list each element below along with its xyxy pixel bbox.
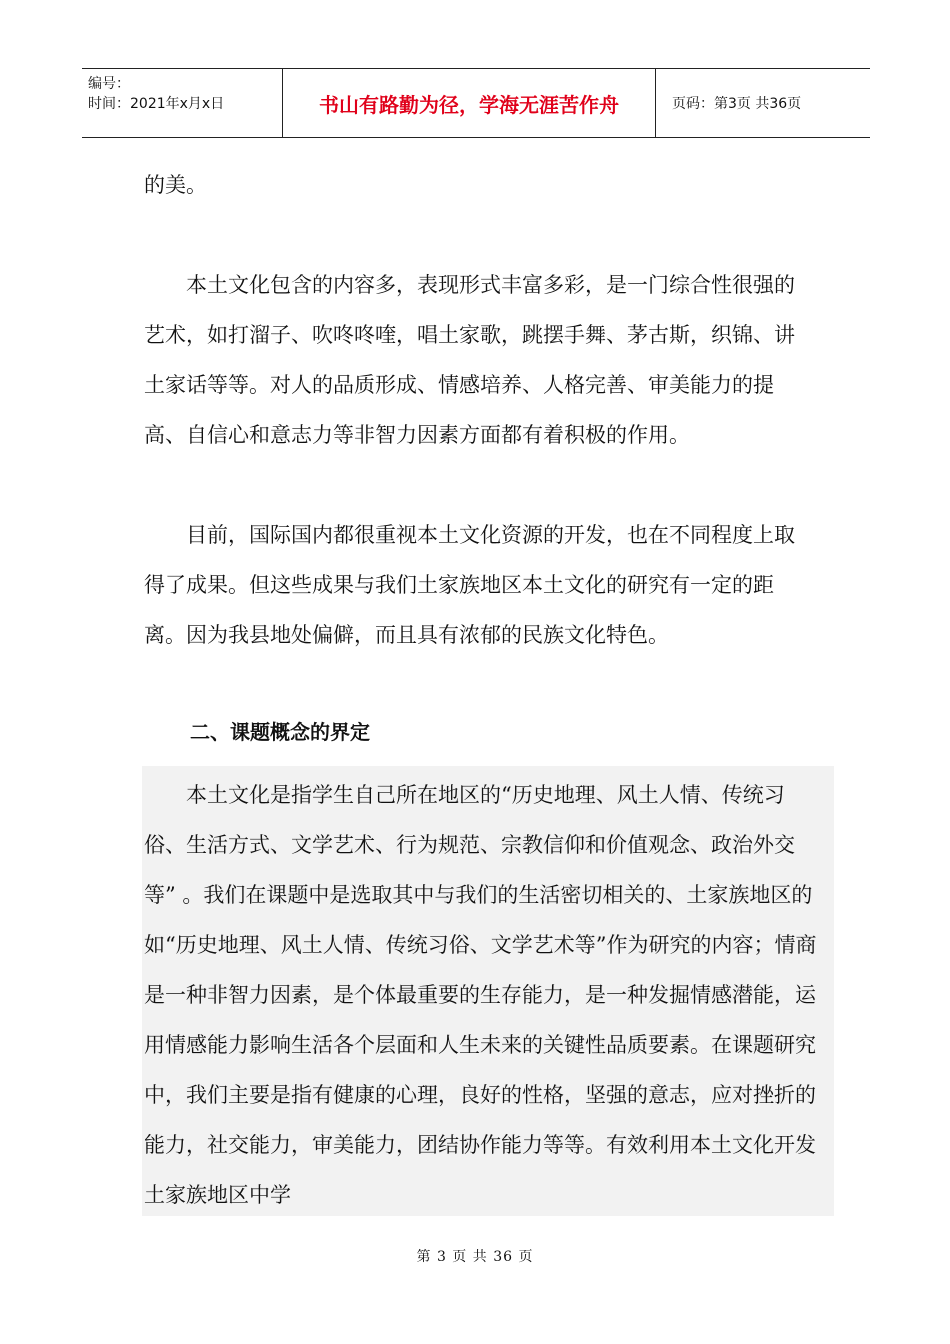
paragraph-0 (144, 160, 814, 210)
page-footer: 第 3 页 共 36 页 (416, 1249, 534, 1265)
page-label-text: 页码：第3页 共36页 (672, 96, 802, 112)
paragraph-3 (144, 770, 824, 1220)
header-table (82, 68, 870, 138)
section-heading: 二、课题概念的界定 (190, 720, 370, 744)
header-motto: 书山有路勤为径，学海无涯苦作舟 (283, 69, 656, 137)
header-info-cell (82, 69, 283, 137)
date-label: 时间：2021年x月x日 (88, 96, 225, 112)
header-page-label (664, 69, 870, 137)
paragraph-1 (144, 260, 814, 460)
paragraph-1-text: 本土文化包含的内容多，表现形式丰富多彩，是一门综合性很强的艺术，如打溜子、吹咚咚喹，唱土家歌，跳摆手舞、茅古斯，织锦、讲土家话等等。对人的品质形成、情感培养、人格完善、审美能力的提高、自信心和意志力等非智力因素方面都有着积极的作用。 (144, 273, 795, 447)
paragraph-3-text: 本土文化是指学生自己所在地区的“历史地理、风土人情、传统习俗、生活方式、文学艺术、行为规范、宗教信仰和价值观念、政治外交等” 。我们在课题中是选取其中与我们的生活密切相关的、土家族地区的如“历史地理、风土人情、传统习俗、文学艺术等”作为研究的内容；情商是一种非智力因素，是个体最重要的生存能力，是一种发掘情感潜能，运用情感能力影响生活各个层面和人生未来的关键性品质要素。在课题研究中，我们主要是指有健康的心理，良好的性格，坚强的意志，应对挫折的能力，社交能力，审美能力，团结协作能力等等。有效利用本土文化开发土家族地区中学 (144, 783, 817, 1207)
paragraph-2-text: 目前，国际国内都很重视本土文化资源的开发，也在不同程度上取得了成果。但这些成果与我们土家族地区本土文化的研究有一定的距离。因为我县地处偏僻，而且具有浓郁的民族文化特色。 (144, 523, 795, 647)
paragraph-2 (144, 510, 814, 660)
serial-label: 编号： (88, 76, 130, 92)
paragraph-0-text: 的美。 (144, 173, 207, 197)
